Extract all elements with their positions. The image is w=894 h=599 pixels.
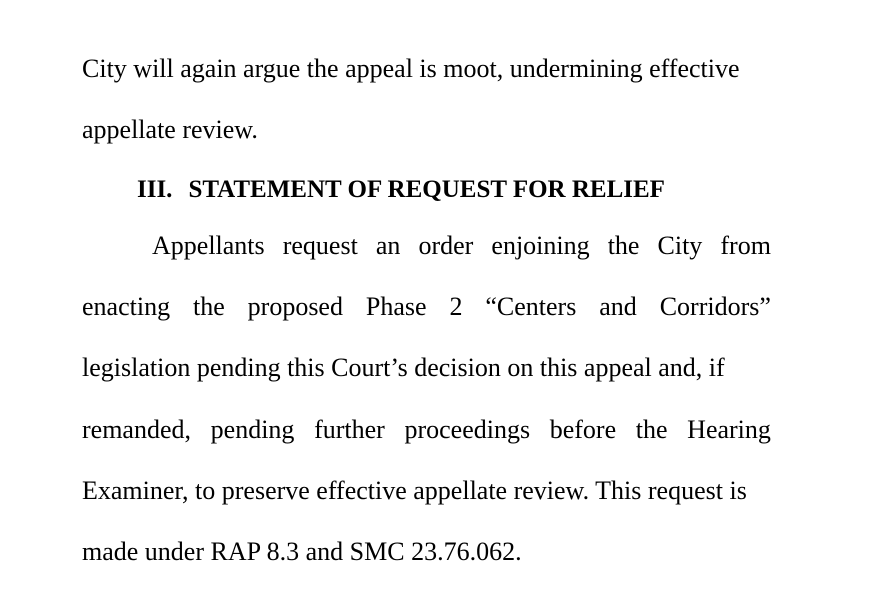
word: enjoining (491, 231, 590, 260)
section-title: STATEMENT OF REQUEST FOR RELIEF (188, 176, 665, 203)
word: Hearing (687, 415, 771, 444)
word: the (192, 292, 225, 321)
section-number: III. (137, 176, 173, 203)
word: an (375, 231, 401, 260)
word: proceedings (404, 415, 531, 444)
word: Corridors” (659, 292, 771, 321)
body-text-line: City will again argue the appeal is moot, undermining effective (82, 54, 740, 83)
word: further (314, 415, 385, 444)
section-heading (137, 175, 665, 205)
relief-line-6: made under RAP 8.3 and SMC 23.76.062. (82, 537, 522, 566)
body-text-line: appellate review. (82, 115, 258, 144)
word: before (549, 415, 617, 444)
word: “Centers (485, 292, 577, 321)
word: enacting (82, 292, 171, 321)
word: order (418, 231, 474, 260)
word: pending (210, 415, 295, 444)
word: request (282, 231, 358, 260)
word: Phase (365, 292, 427, 321)
relief-line-1 (152, 231, 771, 261)
relief-line-4 (82, 415, 771, 445)
word: 2 (449, 292, 463, 321)
relief-line-5: Examiner, to preserve effective appellate review. This request is (82, 476, 747, 505)
word: the (635, 415, 668, 444)
word: Appellants (152, 231, 265, 260)
word: the (607, 231, 640, 260)
word: from (720, 231, 771, 260)
word: proposed (247, 292, 343, 321)
word: and (599, 292, 637, 321)
word: City (657, 231, 703, 260)
relief-line-2 (82, 292, 771, 322)
relief-line-3: legislation pending this Court’s decision on this appeal and, if (82, 353, 725, 382)
word: remanded, (82, 415, 192, 444)
